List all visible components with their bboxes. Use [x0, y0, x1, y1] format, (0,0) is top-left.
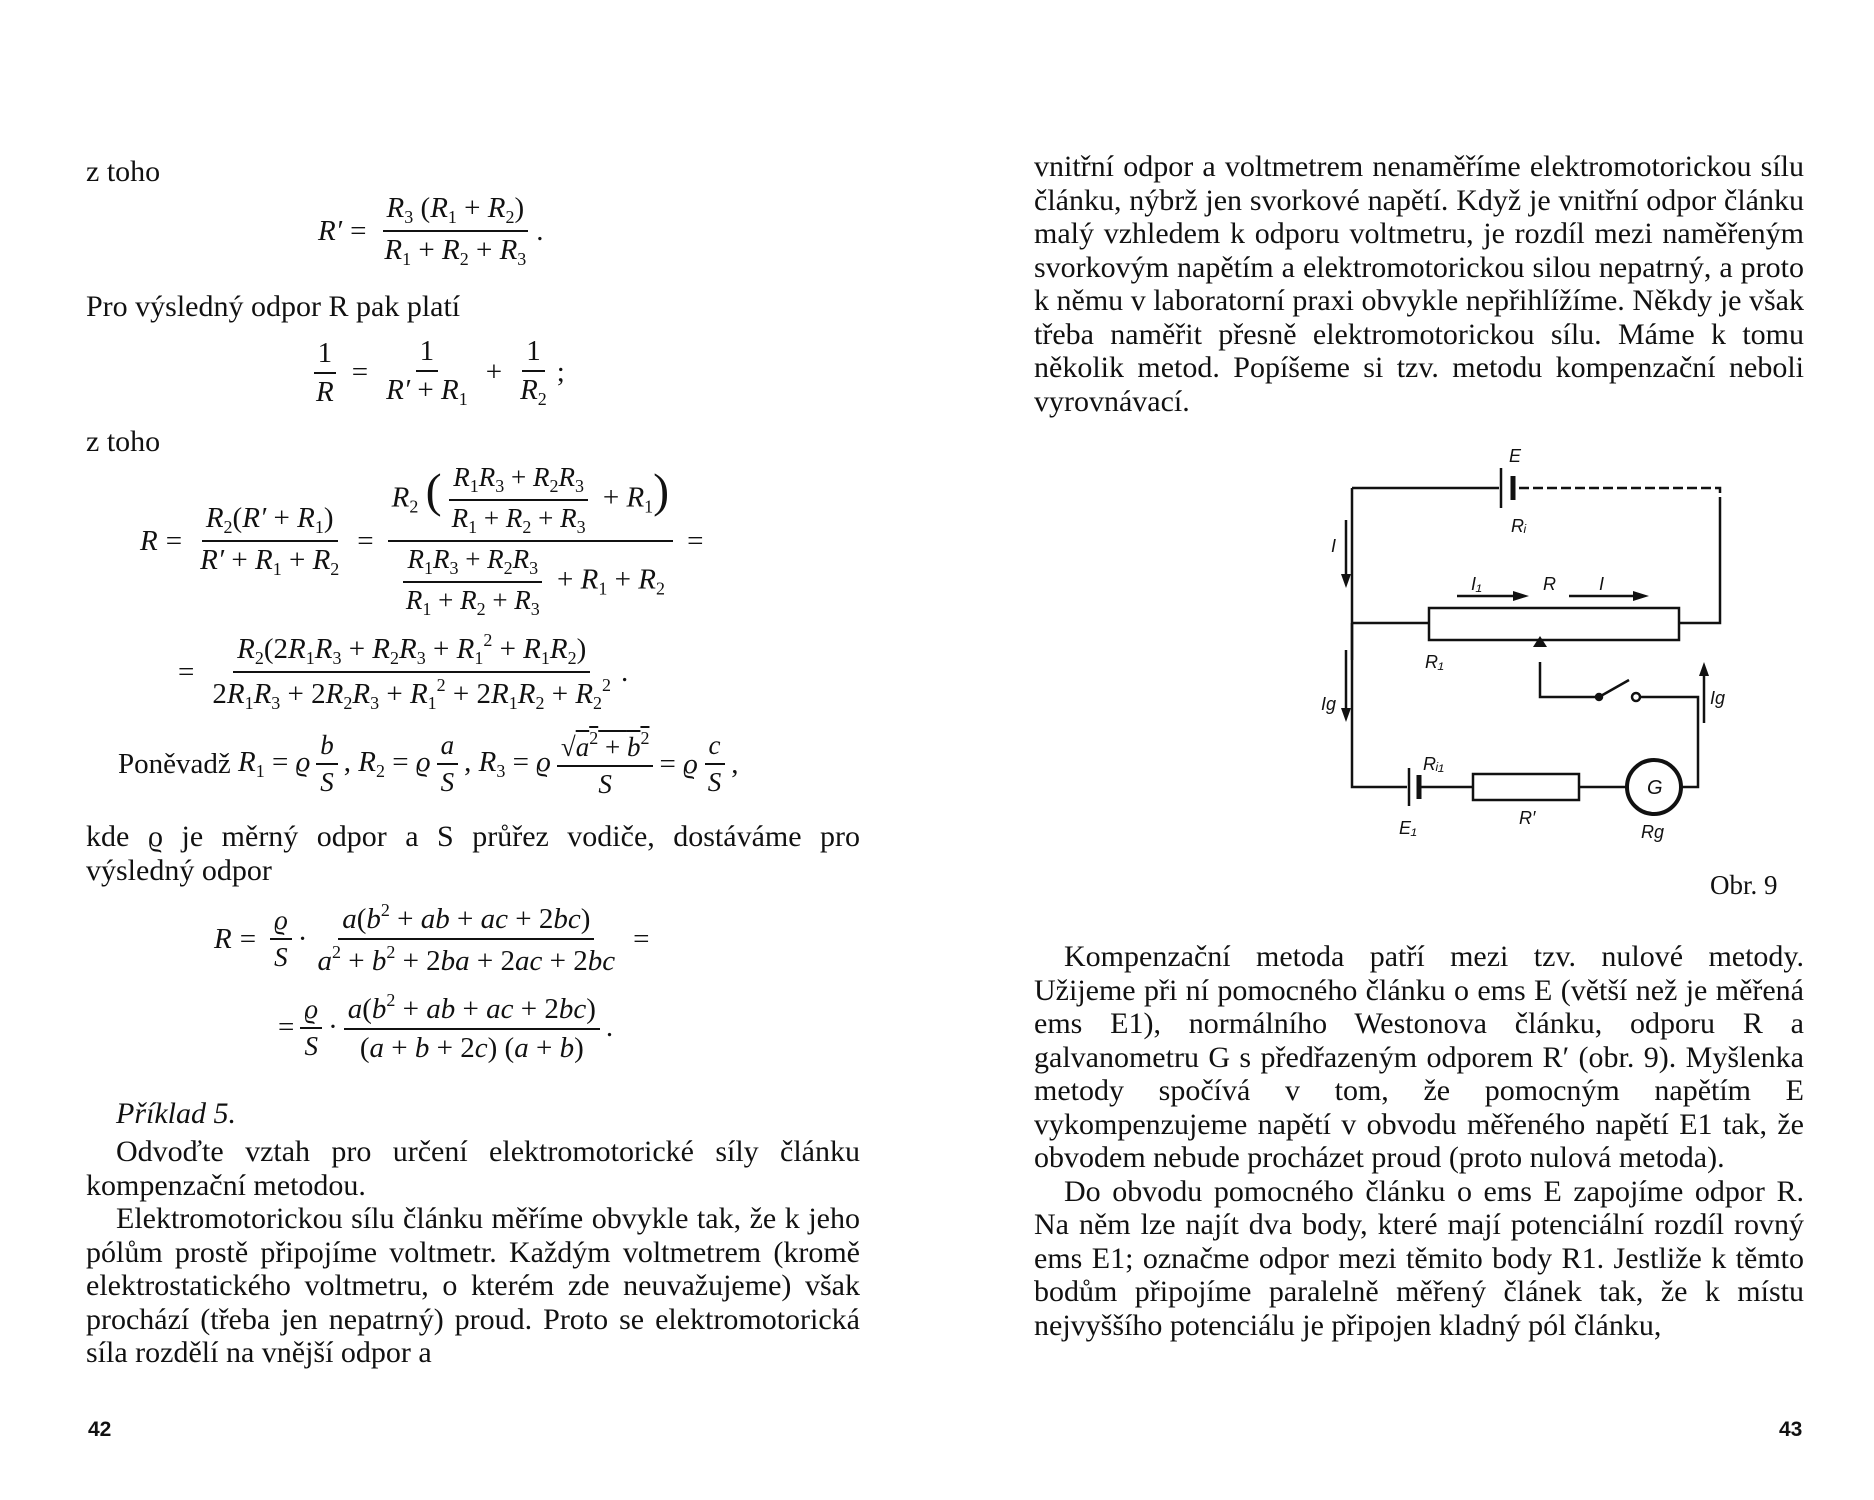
figure-caption: Obr. 9: [1710, 870, 1778, 900]
circuit-diagram: [1297, 440, 1757, 860]
label-g: G: [1647, 777, 1663, 799]
priklad-title: Příklad 5.: [116, 1097, 236, 1130]
label-r1: R₁: [1425, 652, 1444, 672]
label-r: R: [1543, 574, 1556, 594]
label-ig-right: Ig: [1710, 688, 1726, 708]
wire-r-right: [1679, 500, 1720, 623]
resistor-r: [1429, 608, 1679, 640]
page-number-left: 42: [88, 1418, 112, 1441]
label-r-prime: R′: [1519, 808, 1536, 828]
arrowhead-i-left: [1341, 574, 1351, 588]
wire-switch-g: [1640, 697, 1698, 787]
arrowhead-ig-left: [1341, 708, 1351, 722]
switch-contact: [1632, 693, 1640, 701]
formula-ponevadz: Poněvadž $R_1 = ϱ$ $\frac{b}{S}$ , $R_2 = ϱ$ $\frac{a}{S}$ , $R_3 = ϱ$ $\frac{√a^2 + b^2}{S}$ = ϱ $\frac{c}{S}$ ,: [118, 728, 739, 799]
slider-wire: [1540, 662, 1599, 697]
label-e: E: [1509, 446, 1522, 466]
kde-paragraph: [86, 820, 860, 887]
body-text: Elektromotorickou sílu článku měříme obvykle tak, že k jeho pólům prostě připojíme voltmetr. Každým voltmetrem (kromě elektrostatického voltmetru, o kterém zde neuvažujeme) však prochází (třeba jen nepatrný) proud. Proto se elektromotorická síla rozdělí na vnější odpor a: [86, 1202, 860, 1369]
formula-parallel: $\frac{1}{R}$ = $\frac{1}{R' + R_1}$ + $\frac{1}{R_2}$ ;: [306, 335, 565, 410]
right-para1-text: vnitřní odpor a voltmetrem nenaměříme elektromotorickou sílu článku, nýbrž jen svorkové napětí. Když je vnitřní odpor článku malý vzhledem k odporu voltmetru, je rozdíl mezi naměřeným svorkovým napětím a elektromotorickou silou nepatrný, a proto k němu v laboratorní praxi obvykle nepřihlížíme. Někdy je však třeba naměřit přesně elektromotorickou sílu. Máme k tomu několik metod. Popíšeme si tzv. metodu kompenzační neboli vyrovnávací.: [1034, 150, 1804, 418]
formula-resistance-1: R = $\frac{ϱ}{S}$ · $\frac{a(b^2 + ab + ac + 2bc)}{a^2 + b^2 + 2ba + 2ac + 2bc}$ =: [214, 900, 650, 977]
arrowhead-i-right: [1633, 591, 1649, 601]
arrowhead-ig-right: [1699, 662, 1709, 676]
label-ig-left: Ig: [1321, 694, 1337, 714]
priklad-text: Odvoďte vztah pro určení elektromotorické síly článku kompenzační metodou.: [86, 1135, 860, 1202]
switch-blade: [1599, 680, 1629, 697]
ponevadz-word: Poněvadž: [118, 747, 231, 780]
formula-resistance-2: = $\frac{ϱ}{S}$ · $\frac{a(b^2 + ab + ac + 2bc)}{(a + b + 2c) (a + b)}$ .: [278, 990, 614, 1064]
formula-big-fraction: R = $\frac{R_2(R' + R_1)}{R' + R_1 + R_2}$ = $R_2$ ( $\frac{R_1R_3 + R_2R_3}{R_1 + R_2 + R_3}$ + $R_1$) $\frac{R_1R_3 + R_2R_3}{R_1 + R_2 + R_3}$ + $R_1 + R_2$ =: [140, 462, 704, 619]
right-paragraph-2: [1034, 940, 1804, 1342]
slider-pointer: [1533, 636, 1547, 647]
right-paragraph-1: [1034, 150, 1804, 418]
page-number-right: 43: [1779, 1418, 1803, 1441]
wire-left-lower: [1352, 623, 1407, 787]
right-para3-text: Do obvodu pomocného článku o ems E zapojíme odpor R. Na něm lze najít dva body, které mají potenciální rozdíl rovný ems E1; označme odpor mezi těmito body R1. Jestliže k těmto bodům připojíme paralelně měřený článek tak, že k místu nejvyššího potenciálu je připojen kladný pól článku,: [1034, 1174, 1804, 1342]
kde-text: kde ϱ je měrný odpor a S průřez vodiče, dostáváme pro výsledný odpor: [86, 820, 860, 887]
z-toho-2: z toho: [86, 425, 161, 458]
label-i-left: I: [1331, 536, 1337, 556]
label-ri: Rᵢ: [1511, 516, 1527, 536]
priklad-paragraph: [86, 1135, 860, 1370]
right-page: [937, 0, 1874, 1500]
label-i-right: I: [1599, 574, 1605, 594]
z-toho-1: z toho: [86, 155, 161, 188]
label-rg: Rg: [1641, 822, 1665, 842]
label-e1: E₁: [1399, 818, 1417, 838]
formula-result-1: = $\frac{R_2(2R_1R_3 + R_2R_3 + R_1^2 + R_1R_2)}{2R_1R_3 + 2R_2R_3 + R_1^2 + 2R_1R_2 + R_2^2}$ .: [178, 630, 629, 713]
arrowhead-i1: [1513, 591, 1529, 601]
right-para2-text: Kompenzační metoda patří mezi tzv. nulové metody. Užijeme při ní pomocného článku o ems E (větší než je měřená ems E1), normálního Westonova článku, odporu R a galvanometru G s předřazeným odporem R′ (obr. 9). Myšlenka metody spočívá v tom, že pomocným napětím E vykompenzujeme napětí v obvodu měřeného napětí E1 tak, že obvodem nebude procházet proud (proto nulová metoda).: [1034, 940, 1804, 1174]
resistor-r-prime: [1473, 774, 1579, 800]
switch-pivot: [1596, 694, 1602, 700]
wire-top-right: [1519, 488, 1720, 500]
pro-vysledny-text: Pro výsledný odpor R pak platí: [86, 290, 461, 323]
label-ri1: Rᵢ₁: [1423, 754, 1444, 774]
label-i1: I₁: [1471, 574, 1482, 594]
formula-r-prime: R′ = $\frac{R_3 (R_1 + R_2)}{R_1 + R_2 + R_3}$ .: [318, 192, 544, 269]
